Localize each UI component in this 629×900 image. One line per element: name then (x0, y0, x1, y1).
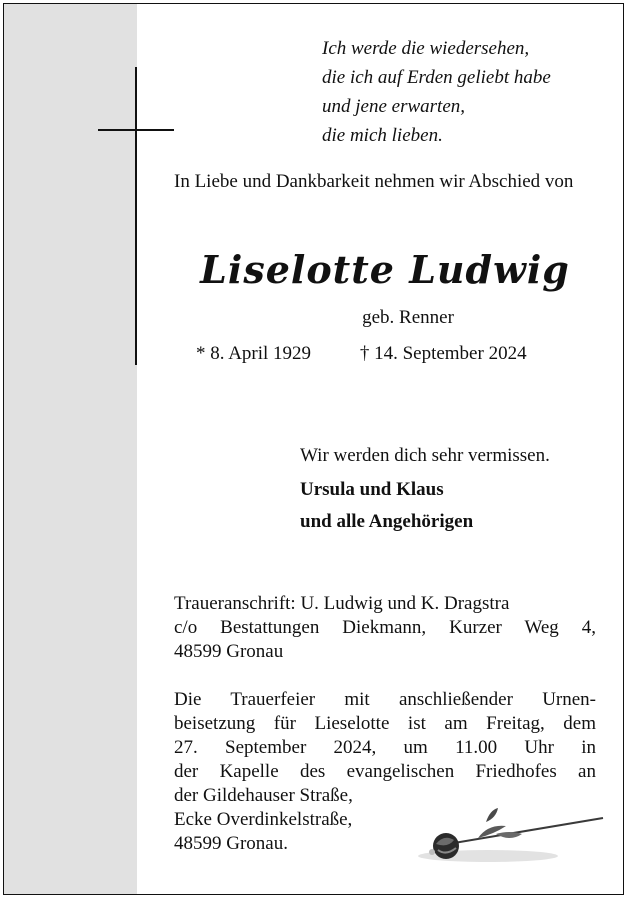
side-band (4, 4, 137, 894)
mourner-names: Ursula und Klaus (300, 479, 444, 500)
life-dates (196, 342, 527, 366)
ceremony-line: der Kapelle des evangelischen Friedhofes an (174, 761, 596, 782)
ceremony-line: beisetzung für Lieselotte ist am Freitag, dem (174, 713, 596, 734)
mourning-address (174, 592, 596, 664)
poem-line: die mich lieben. (322, 125, 443, 146)
birth-date: * 8. April 1929 (196, 343, 312, 364)
ceremony-line: der Gildehauser Straße, (174, 785, 353, 806)
poem-line: Ich werde die wiedersehen, (322, 38, 530, 59)
rose-icon (418, 804, 608, 866)
mourning-message: Wir werden dich sehr vermissen. (300, 445, 550, 466)
ceremony-line: 27. September 2024, um 11.00 Uhr in (174, 737, 596, 758)
cross-horizontal-bar (98, 129, 174, 131)
ceremony-line: Ecke Overdinkelstraße, (174, 809, 353, 830)
born-name: geb. Renner (362, 307, 454, 328)
poem-line: und jene erwarten, (322, 96, 466, 117)
mourner-relatives: und alle Angehörigen (300, 511, 474, 532)
ceremony-line: 48599 Gronau. (174, 833, 288, 854)
address-line: 48599 Gronau (174, 641, 284, 662)
intro-text: In Liebe und Dankbarkeit nehmen wir Abschied von (174, 171, 574, 192)
poem (322, 34, 551, 150)
cross-vertical-bar (135, 67, 137, 365)
address-line: c/o Bestattungen Diekmann, Kurzer Weg 4, (174, 617, 596, 638)
poem-line: die ich auf Erden geliebt habe (322, 67, 551, 88)
death-date: † 14. September 2024 (359, 343, 527, 364)
deceased-name: Liselotte Ludwig (200, 247, 570, 292)
address-line: Traueranschrift: U. Ludwig und K. Dragstra (174, 593, 510, 614)
ceremony-line: Die Trauerfeier mit anschließender Urnen- (174, 689, 596, 710)
